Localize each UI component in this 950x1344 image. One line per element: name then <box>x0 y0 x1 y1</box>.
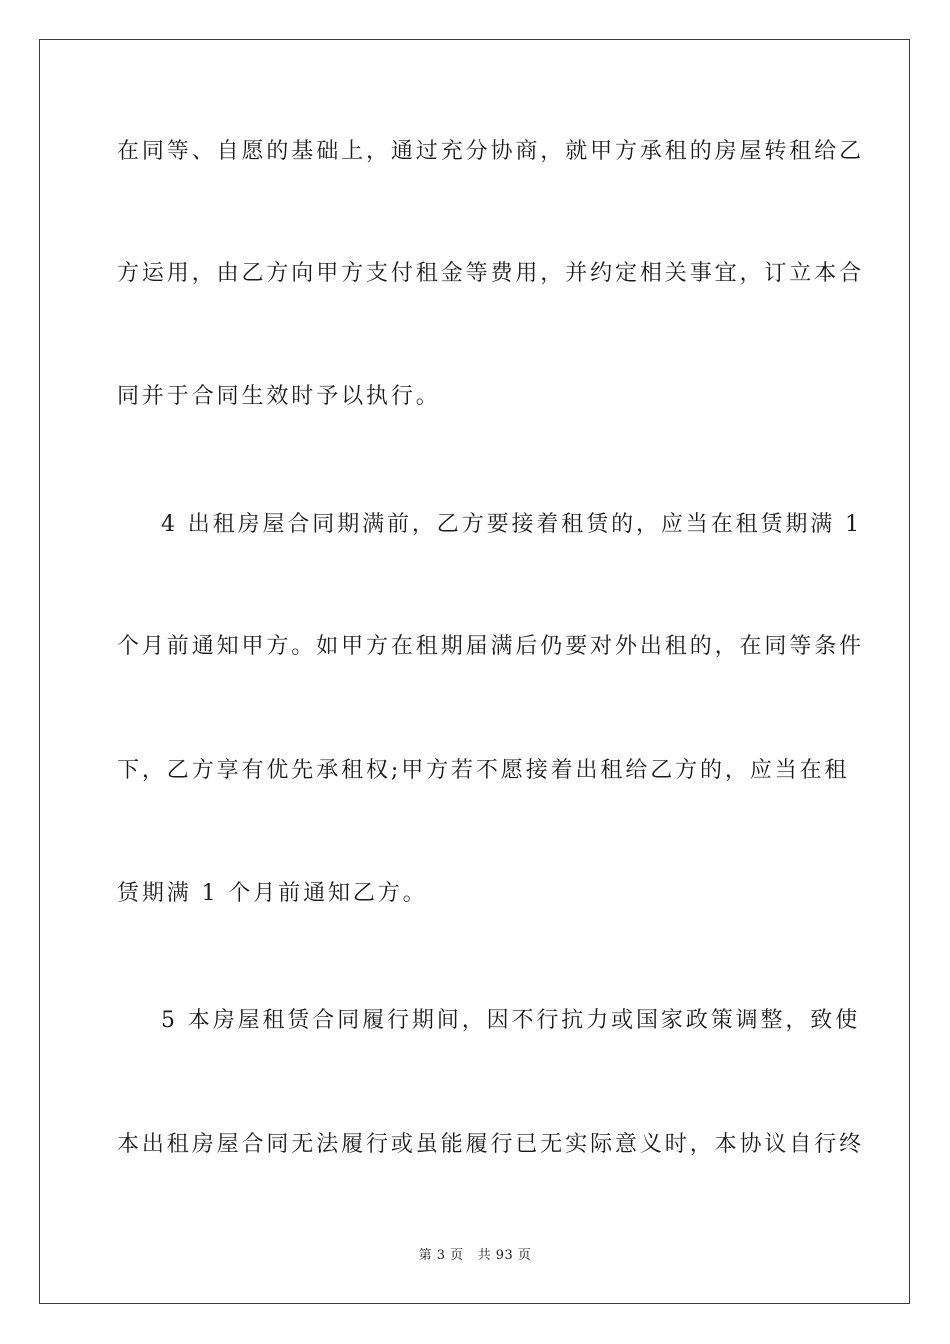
total-pages: 共 93 页 <box>477 1248 532 1263</box>
body-text-line: 赁期满 1 个月前通知乙方。 <box>117 881 428 906</box>
page-footer <box>0 1247 950 1265</box>
body-text-line: 个月前通知甲方。如甲方在租期届满后仍要对外出租的，在同等条件 <box>117 634 865 659</box>
page-border <box>39 39 910 1304</box>
body-text-line: 同并于合同生效时予以执行。 <box>117 384 441 409</box>
paragraph-5-first-line: 5 本房屋租赁合同履行期间，因不行抗力或国家政策调整，致使 <box>161 1008 861 1033</box>
page-number: 第 3 页 <box>418 1248 464 1263</box>
body-text-line: 方运用，由乙方向甲方支付租金等费用，并约定相关事宜，订立本合 <box>117 261 865 286</box>
body-text-line: 在同等、自愿的基础上，通过充分协商，就甲方承租的房屋转租给乙 <box>117 139 865 164</box>
paragraph-4-first-line: 4 出租房屋合同期满前，乙方要接着租赁的，应当在租赁期满 1 <box>161 512 862 537</box>
body-text-line: 下，乙方享有优先承租权;甲方若不愿接着出租给乙方的，应当在租 <box>117 758 850 783</box>
body-text-line: 本出租房屋合同无法履行或虽能履行已无实际意义时，本协议自行终 <box>117 1132 865 1157</box>
